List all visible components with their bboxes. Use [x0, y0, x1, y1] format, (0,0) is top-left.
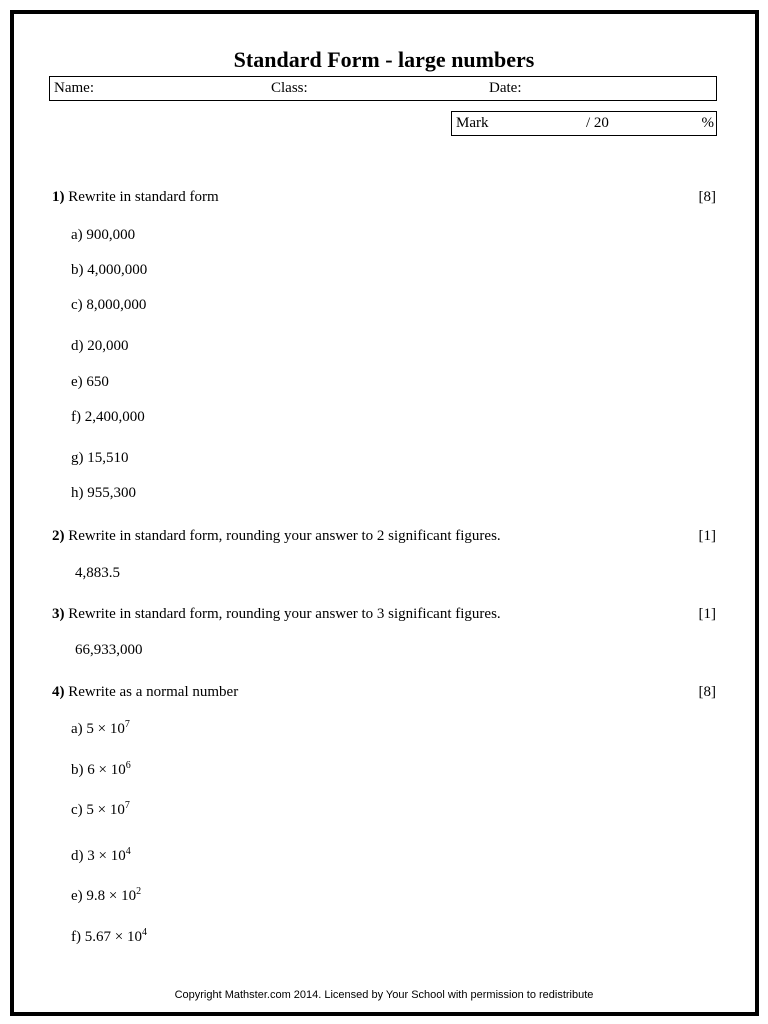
percent-label: % — [701, 115, 714, 131]
part-label: a) — [71, 227, 83, 243]
part-mantissa: 3 × 10 — [87, 848, 126, 864]
part-label: c) — [71, 297, 83, 313]
part-label: f) — [71, 409, 81, 425]
q4-part-c — [71, 802, 130, 819]
copyright-footer: Copyright Mathster.com 2014. Licensed by Your School with permission to redistribute — [174, 989, 594, 1001]
question-number: 4) — [52, 684, 65, 700]
worksheet-title: Standard Form - large numbers — [233, 47, 535, 72]
part-label: h) — [71, 485, 84, 501]
part-exponent: 2 — [136, 886, 142, 897]
q4-part-e — [71, 888, 141, 905]
question-text: Rewrite in standard form, rounding your answer to 3 significant figures. — [68, 606, 501, 622]
part-exponent: 4 — [125, 846, 131, 857]
part-label: d) — [71, 338, 84, 354]
part-value: 650 — [86, 374, 109, 390]
part-value: 900,000 — [86, 227, 136, 243]
question-text: Rewrite in standard form — [68, 189, 219, 205]
question-1 — [52, 189, 219, 206]
part-label: b) — [71, 262, 84, 278]
part-label: c) — [71, 802, 83, 818]
question-3 — [52, 606, 501, 623]
question-text: Rewrite as a normal number — [68, 684, 239, 700]
q4-part-a — [71, 721, 130, 738]
part-mantissa: 6 × 10 — [87, 762, 126, 778]
date-label: Date: — [489, 80, 522, 96]
student-info-box — [49, 76, 717, 101]
question-3-value: 66,933,000 — [75, 642, 143, 658]
part-exponent: 4 — [141, 927, 147, 938]
part-label: b) — [71, 762, 84, 778]
part-value: 15,510 — [87, 450, 129, 466]
question-text: Rewrite in standard form, rounding your answer to 2 significant figures. — [68, 528, 501, 544]
part-value: 20,000 — [87, 338, 129, 354]
question-number: 2) — [52, 528, 65, 544]
q1-part-e — [71, 374, 109, 391]
part-label: e) — [71, 888, 83, 904]
q1-part-h — [71, 485, 136, 502]
q4-part-b — [71, 762, 131, 779]
question-number: 1) — [52, 189, 65, 205]
part-exponent: 7 — [124, 719, 130, 730]
q4-part-f — [71, 929, 147, 946]
question-number: 3) — [52, 606, 65, 622]
name-label: Name: — [54, 80, 94, 96]
part-label: e) — [71, 374, 83, 390]
q1-part-b — [71, 262, 147, 279]
q1-part-g — [71, 450, 129, 467]
question-2-marks: [1] — [698, 528, 716, 544]
mark-total: / 20 — [586, 115, 609, 131]
part-value: 955,300 — [87, 485, 136, 501]
q1-part-c — [71, 297, 146, 314]
question-2 — [52, 528, 501, 545]
part-mantissa: 9.8 × 10 — [86, 888, 137, 904]
part-mantissa: 5.67 × 10 — [84, 929, 142, 945]
part-value: 8,000,000 — [86, 297, 147, 313]
mark-label: Mark — [456, 115, 489, 131]
part-label: a) — [71, 721, 83, 737]
part-label: d) — [71, 848, 84, 864]
question-4 — [52, 684, 238, 701]
question-3-marks: [1] — [698, 606, 716, 622]
question-4-marks: [8] — [698, 684, 716, 700]
part-mantissa: 5 × 10 — [86, 802, 125, 818]
q1-part-d — [71, 338, 129, 355]
part-mantissa: 5 × 10 — [86, 721, 125, 737]
mark-box — [451, 111, 717, 136]
question-2-value: 4,883.5 — [75, 565, 120, 581]
q1-part-a — [71, 227, 135, 244]
q1-part-f — [71, 409, 145, 426]
question-1-marks: [8] — [698, 189, 716, 205]
page-border — [10, 10, 759, 1016]
class-label: Class: — [271, 80, 308, 96]
part-exponent: 7 — [124, 800, 130, 811]
part-value: 4,000,000 — [87, 262, 148, 278]
part-label: g) — [71, 450, 84, 466]
part-value: 2,400,000 — [84, 409, 145, 425]
part-label: f) — [71, 929, 81, 945]
q4-part-d — [71, 848, 131, 865]
part-exponent: 6 — [125, 760, 131, 771]
